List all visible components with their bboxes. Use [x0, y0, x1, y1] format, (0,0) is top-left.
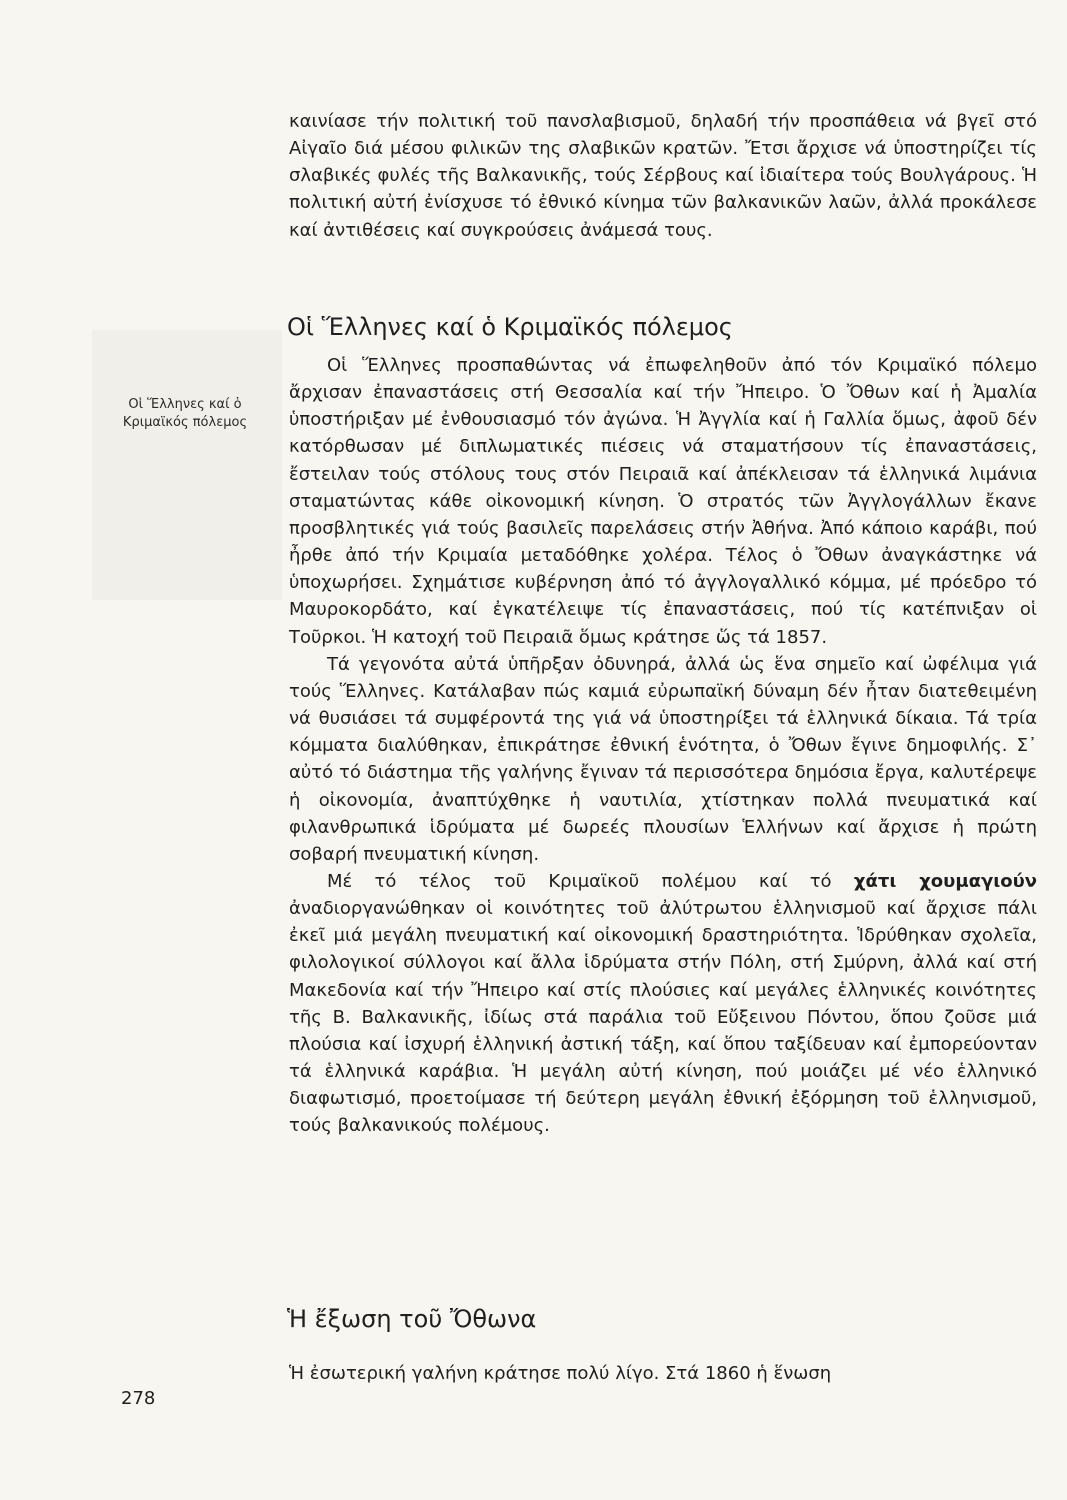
section-heading-otto-expulsion: Ἡ ἔξωση τοῦ Ὄθωνα [287, 1305, 537, 1333]
main-text-block [289, 352, 1037, 1140]
top-paragraph-block [289, 108, 1037, 244]
margin-illustration-ghost [92, 330, 282, 600]
margin-note: Οἱ Ἕλληνες καί ὁ Κριμαϊκός πόλεμος [122, 397, 248, 430]
page-number: 278 [121, 1388, 156, 1409]
paragraph-3 [289, 868, 1037, 1140]
last-paragraph: Ἡ ἐσωτερική γαλήνη κράτησε πολύ λίγο. Στά 1860 ἡ ἕνωση [289, 1363, 832, 1384]
paragraph-2: Τά γεγονότα αὐτά ὑπῆρξαν ὀδυνηρά, ἀλλά ὡς ἕνα σημεῖο καί ὠφέλιμα γιά τούς Ἕλληνες. Κατάλαβαν πώς καμιά εὐρωπαϊκή δύναμη δέν ἦταν διατεθειμένη νά θυσιάσει τά συμφέροντά της γιά νά ὑποστηρίξει τά ἑλληνικά δίκαια. Τά τρία κόμματα διαλύθηκαν, ἐπικράτησε ἐθνική ἑνότητα, ὁ Ὄθων ἔγινε δημοφιλής. Σ᾿ αὐτό τό διάστημα τῆς γαλήνης ἔγιναν τά περισσότερα δημόσια ἔργα, καλυτέρεψε ἡ οἰκονομία, ἀναπτύχθηκε ἡ ναυτιλία, χτίστηκαν πολλά πνευματικά καί φιλανθρωπικά ἱδρύματα μέ δωρεές πλουσίων Ἑλλήνων καί ἄρχισε ἡ πρώτη σοβαρή πνευματική κίνηση. [289, 653, 1037, 865]
paragraph-1: Οἱ Ἕλληνες προσπαθώντας νά ἐπωφεληθοῦν ἀπό τόν Κριμαϊκό πόλεμο ἄρχισαν ἐπαναστάσεις στή Θεσσαλία καί τήν Ἤπειρο. Ὁ Ὄθων καί ἡ Ἀμαλία ὑποστήριξαν μέ ἐνθουσιασμό τόν ἀγώνα. Ἡ Ἀγγλία καί ἡ Γαλλία ὅμως, ἀφοῦ δέν κατόρθωσαν μέ διπλωματικές πιέσεις νά σταματήσουν τίς ἐπαναστάσεις, ἔστειλαν τούς στόλους τους στόν Πειραιᾶ καί ἀπέκλεισαν τά ἑλληνικά λιμάνια σταματώντας κάθε οἰκονομική κίνηση. Ὁ στρατός τῶν Ἀγγλογάλλων ἔκανε προσβλητικές γιά τούς βασιλεῖς παρελάσεις στήν Ἀθήνα. Ἀπό κάποιο καράβι, πού ἦρθε ἀπό τήν Κριμαία μεταδόθηκε χολέρα. Τέλος ὁ Ὄθων ἀναγκάστηκε νά ὑποχωρήσει. Σχημάτισε κυβέρνηση ἀπό τό ἀγγλογαλλικό κόμμα, μέ πρόεδρο τό Μαυροκορδάτο, καί ἐγκατέλειψε τίς ἐπαναστάσεις, πού τίς κατέπνιξαν οἱ Τοῦρκοι. Ἡ κατοχή τοῦ Πειραιᾶ ὅμως κράτησε ὥς τά 1857. [289, 355, 1037, 648]
paragraph-3-end: ἀναδιοργανώθηκαν οἱ κοινότητες τοῦ ἀλύτρωτου ἑλληνισμοῦ καί ἄρχισε πάλι ἐκεῖ μιά μεγάλη πνευματική καί οἰκονομική δραστηριότητα. Ἱδρύθηκαν σχολεῖα, φιλολογικοί σύλλογοι καί ἄλλα ἱδρύματα στήν Πόλη, στή Σμύρνη, ἀλλά καί στή Μακεδονία καί τήν Ἤπειρο καί στίς πλούσιες καί μεγάλες ἑλληνικές κοινότητες τῆς Β. Βαλκανικῆς, ἰδίως στά παράλια τοῦ Εὔξεινου Πόντου, ὅπου ζοῦσε μιά πλούσια καί ἰσχυρή ἑλληνική ἀστική τάξη, καί ὅπου ταξίδευαν καί ἐμπορεύονταν τά ἑλληνικά καράβια. Ἡ μεγάλη αὐτή κίνηση, πού μοιάζει μέ νέο ἑλληνικό διαφωτισμό, προετοίμασε τή δεύτερη μεγάλη ἐθνική ἐξόρμηση τοῦ ἑλληνισμοῦ, τούς βαλκανικούς πολέμους. [289, 898, 1037, 1137]
top-paragraph: καινίασε τήν πολιτική τοῦ πανσλαβισμοῦ, δηλαδή τήν προσπάθεια νά βγεῖ στό Αἰγαῖο διά μέσου φιλικῶν της σλαβικῶν κρατῶν. Ἔτσι ἄρχισε νά ὑποστηρίζει τίς σλαβικές φυλές τῆς Βαλκανικῆς, τούς Σέρβους καί ἰδιαίτερα τούς Βουλγάρους. Ἡ πολιτική αὐτή ἐνίσχυσε τό ἐθνικό κίνημα τῶν βαλκανικῶν λαῶν, ἀλλά προκάλεσε καί ἀντιθέσεις καί συγκρούσεις ἀνάμεσά τους. [289, 111, 1037, 241]
section-heading-crimean-war: Οἱ Ἕλληνες καί ὁ Κριμαϊκός πόλεμος [287, 313, 733, 341]
paragraph-3-start: Μέ τό τέλος τοῦ Κριμαϊκοῦ πολέμου καί τό [327, 870, 854, 892]
term-hatti-humayun: χάτι χουμαγιούν [853, 870, 1037, 892]
last-paragraph-block [289, 1360, 1037, 1387]
